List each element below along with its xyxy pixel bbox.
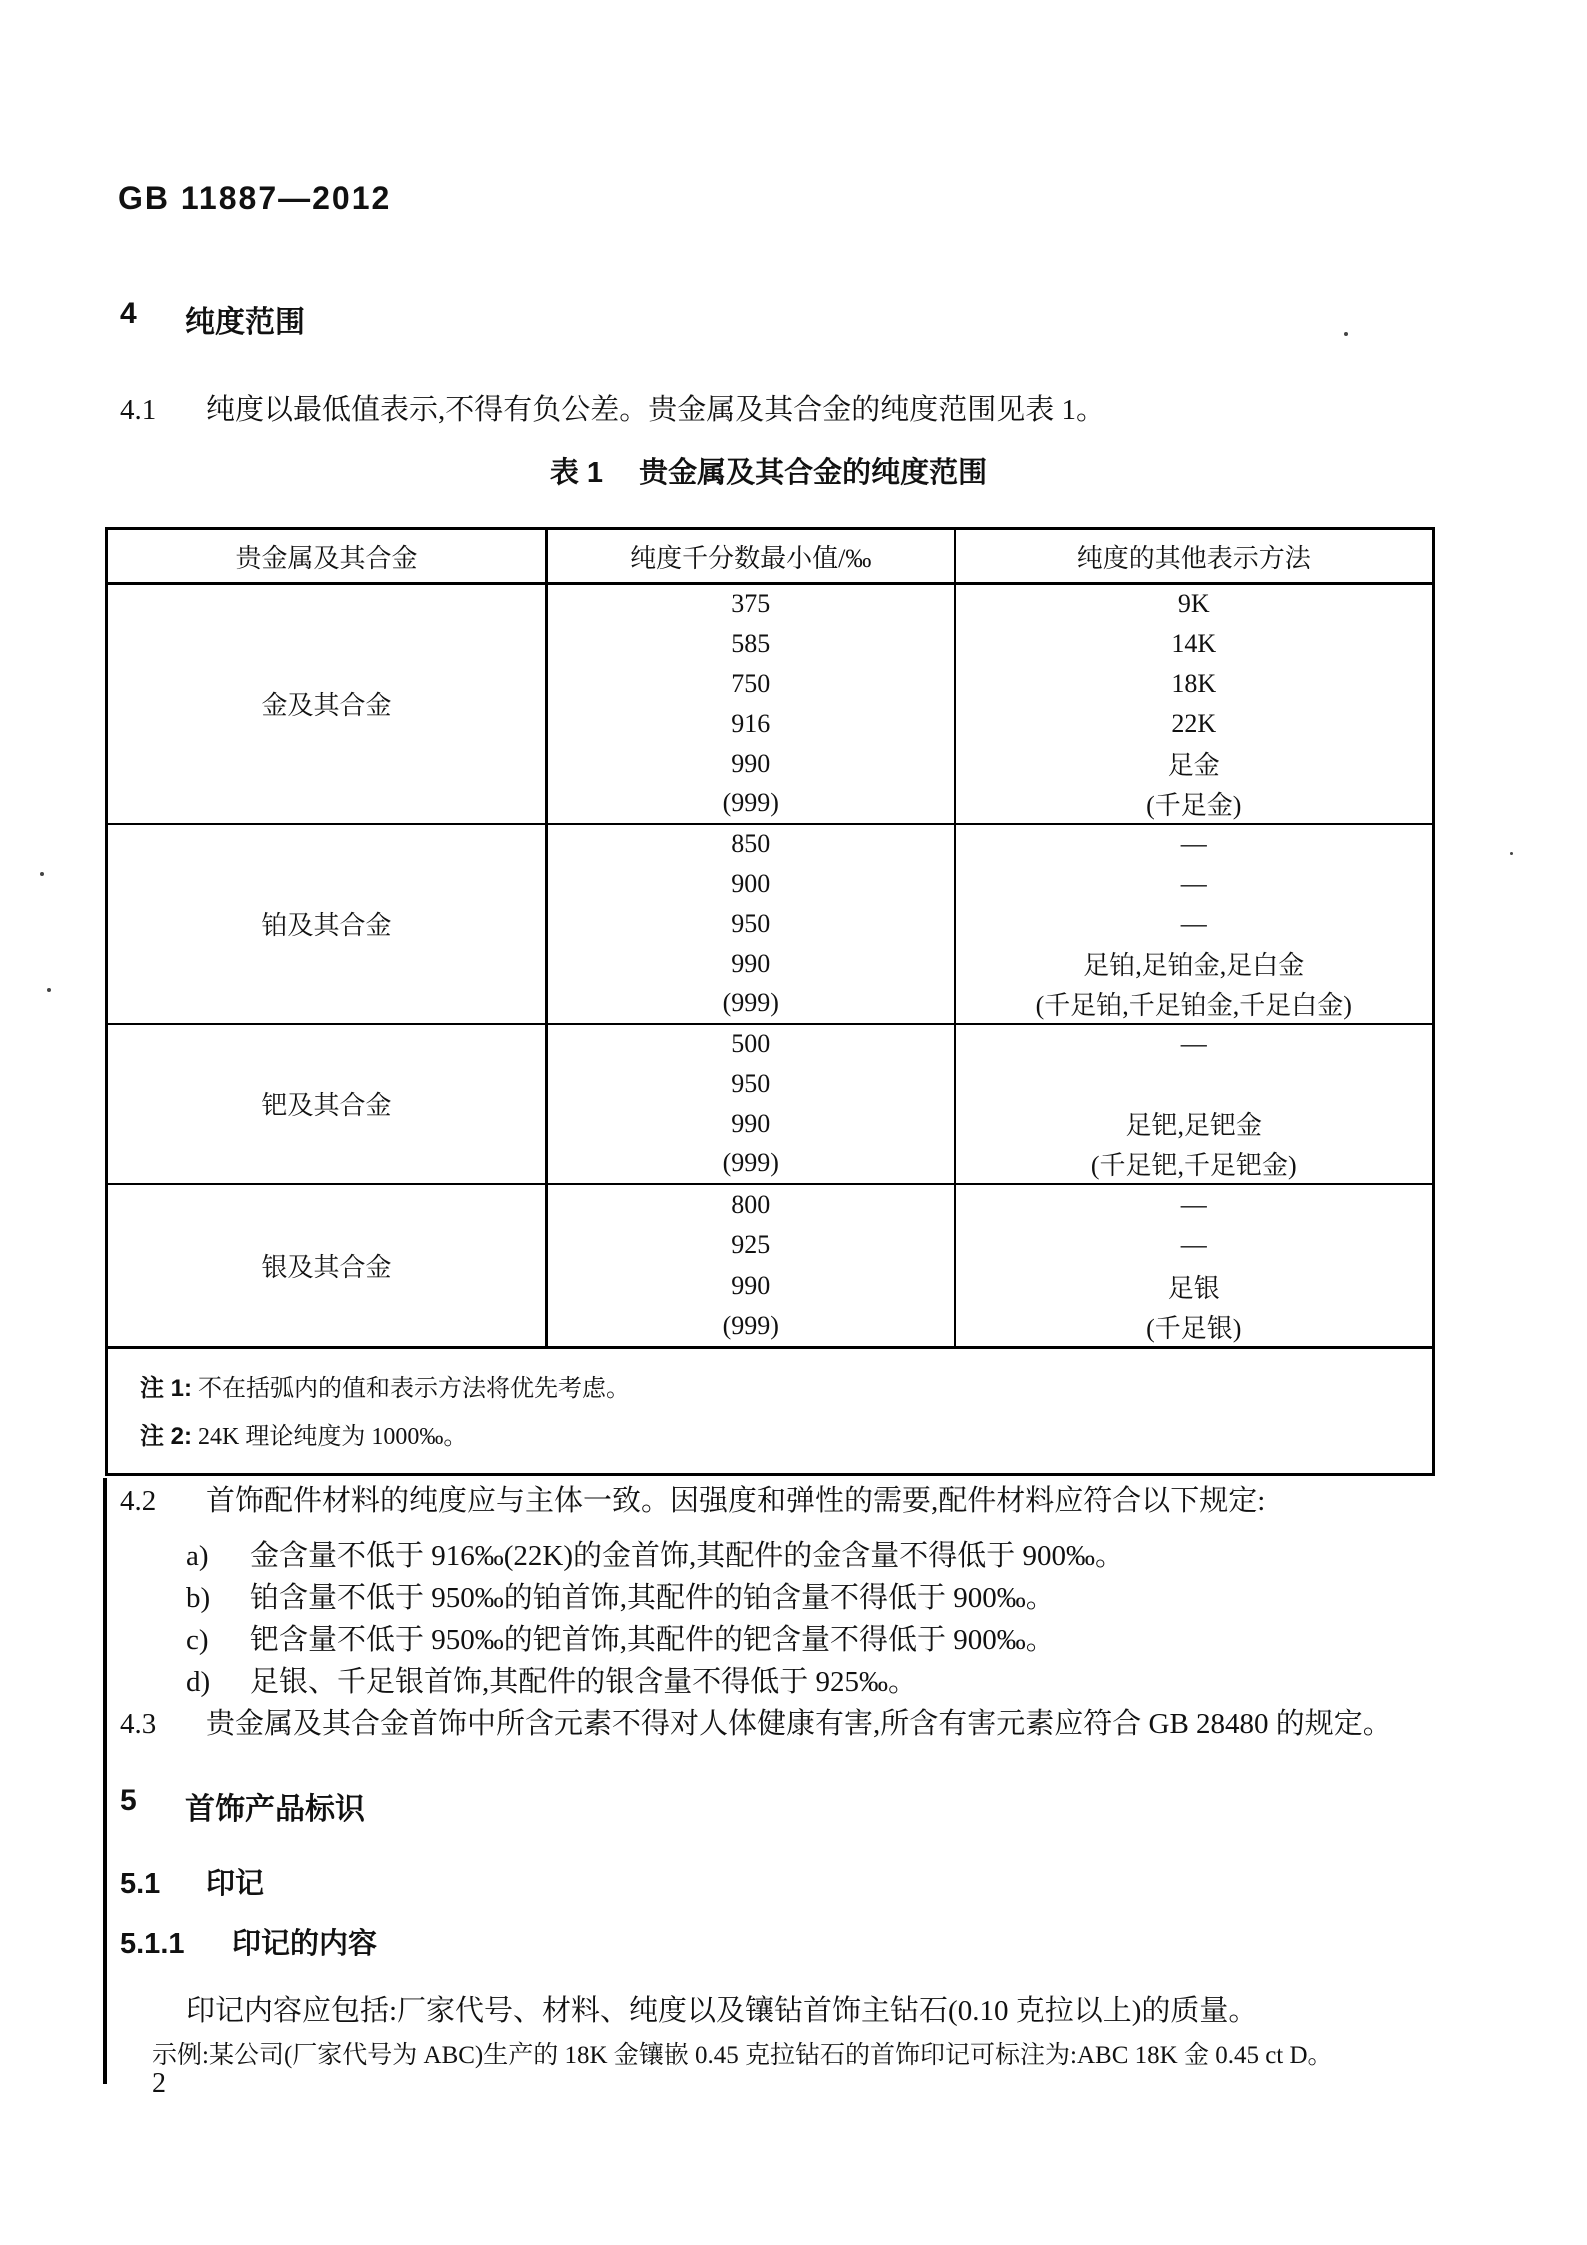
list-item-text: 金含量不低于 916‰(22K)的金首饰,其配件的金含量不得低于 900‰。 (250, 1540, 1125, 1572)
scan-speck (47, 988, 51, 992)
table-notes-row (107, 1348, 1434, 1475)
purity-min-value-cell: 925 (547, 1225, 955, 1266)
list-item-letter: d) (186, 1666, 211, 1698)
example-paragraph: 示例:某公司(厂家代号为 ABC)生产的 18K 金镶嵌 0.45 克拉钻石的首饰印记可标注为:ABC 18K 金 0.45 ct D。 (152, 2042, 1333, 2069)
column-header-min-purity: 纯度千分数最小值/‰ (547, 529, 955, 584)
other-representation-cell: — (955, 824, 1434, 864)
other-representation-cell: 足金 (1167, 751, 1220, 780)
table-1-caption-label: 表 1 (549, 457, 604, 489)
clause-5-1-1-number: 5.1.1 (120, 1928, 185, 1960)
clause-4-2-list (186, 1538, 1124, 1706)
table-note-text: 24K 理论纯度为 1000‰。 (198, 1424, 468, 1450)
clause-4-2-item-c (186, 1622, 1124, 1658)
other-representation-cell: 14K (1171, 628, 1217, 658)
metal-name-cell: 银及其合金 (107, 1184, 547, 1348)
metal-name-cell: 金及其合金 (107, 584, 547, 824)
table-note-text: 不在括弧内的值和表示方法将优先考虑。 (198, 1376, 631, 1402)
scan-speck (1510, 852, 1513, 855)
list-item-letter: a) (186, 1540, 209, 1572)
purity-min-value-cell: 990 (547, 944, 955, 984)
column-header-other-representation: 纯度的其他表示方法 (955, 529, 1434, 584)
list-item-text: 足银、千足银首饰,其配件的银含量不得低于 925‰。 (250, 1666, 918, 1698)
clause-4-2-number: 4.2 (120, 1485, 157, 1517)
purity-min-value-cell: 800 (547, 1184, 955, 1225)
clause-5-1-title: 印记 (206, 1868, 265, 1900)
table-note (140, 1365, 1422, 1413)
purity-min-value-cell: 950 (547, 1064, 955, 1104)
other-representation-cell: 9K (955, 584, 1434, 624)
table-row (107, 824, 1434, 864)
clause-5-1-heading (120, 1866, 264, 1902)
purity-min-value-cell: 900 (547, 864, 955, 904)
purity-range-table (105, 527, 1435, 1476)
purity-min-value-cell: (999) (547, 984, 955, 1024)
clause-4-2 (120, 1483, 1460, 1519)
table-note-label: 注 2: (140, 1423, 193, 1450)
clause-5-1-number: 5.1 (120, 1868, 161, 1900)
clause-4-3-number: 4.3 (120, 1708, 157, 1740)
purity-min-value-cell: 585 (547, 624, 955, 664)
list-item-text: 钯含量不低于 950‰的钯首饰,其配件的钯含量不得低于 900‰。 (250, 1624, 1055, 1656)
purity-min-value-cell: 850 (547, 824, 955, 864)
purity-min-value-cell: 990 (547, 744, 955, 784)
list-item-letter: b) (186, 1582, 211, 1614)
clause-4-2-item-a (186, 1538, 1124, 1574)
clause-4-2-item-b (186, 1580, 1124, 1616)
metal-name-cell: 钯及其合金 (107, 1024, 547, 1184)
purity-min-value-cell: 950 (547, 904, 955, 944)
section-4-title: 纯度范围 (185, 306, 305, 339)
other-representation-cell: (千足钯,千足钯金) (1090, 1150, 1297, 1180)
section-5-title: 首饰产品标识 (185, 1793, 365, 1826)
section-5-heading (120, 1784, 365, 1828)
revision-bar (103, 1478, 107, 2084)
list-item-text: 铂含量不低于 950‰的铂首饰,其配件的铂含量不得低于 900‰。 (250, 1582, 1055, 1614)
scan-speck (1344, 332, 1348, 336)
table-notes-cell (107, 1348, 1434, 1475)
clause-4-2-item-d (186, 1664, 1124, 1700)
other-representation-cell (955, 1064, 1434, 1104)
section-5-number: 5 (120, 1784, 137, 1817)
table-1-caption (105, 450, 1432, 491)
clause-4-1-number: 4.1 (120, 394, 157, 426)
other-representation-cell: (千足金) (1146, 790, 1242, 820)
mark-content-paragraph: 印记内容应包括:厂家代号、材料、纯度以及镶钻首饰主钻石(0.10 克拉以上)的质量。 (186, 1995, 1258, 2027)
metal-name-cell: 铂及其合金 (107, 824, 547, 1024)
clause-5-1-1-title: 印记的内容 (232, 1928, 378, 1960)
section-4-number: 4 (120, 297, 137, 330)
purity-min-value-cell: (999) (547, 1307, 955, 1348)
purity-min-value-cell: 990 (547, 1266, 955, 1307)
purity-min-value-cell: 375 (547, 584, 955, 624)
purity-min-value-cell: 990 (547, 1104, 955, 1144)
purity-min-value-cell: (999) (547, 1144, 955, 1184)
other-representation-cell: — (1180, 908, 1207, 938)
clause-4-2-text: 首饰配件材料的纯度应与主体一致。因强度和弹性的需要,配件材料应符合以下规定: (206, 1485, 1266, 1517)
scan-speck (40, 872, 44, 876)
purity-min-value-cell: 916 (547, 704, 955, 744)
section-4-heading (120, 297, 305, 341)
list-item-letter: c) (186, 1624, 209, 1656)
other-representation-cell: 足铂,足铂金,足白金 (1083, 951, 1305, 980)
clause-4-3 (120, 1706, 1465, 1742)
clause-4-1 (120, 392, 1450, 428)
purity-min-value-cell: 500 (547, 1024, 955, 1064)
clause-4-3-text: 贵金属及其合金首饰中所含元素不得对人体健康有害,所含有害元素应符合 GB 28480 的规定。 (206, 1708, 1392, 1740)
table1-body (107, 584, 1434, 1475)
purity-min-value-cell: 750 (547, 664, 955, 704)
other-representation-cell: (千足铂,千足铂金,千足白金) (1035, 990, 1352, 1020)
table-note-label: 注 1: (140, 1375, 193, 1402)
other-representation-cell: — (955, 1024, 1434, 1064)
purity-min-value-cell: (999) (547, 784, 955, 824)
other-representation-cell: — (955, 1184, 1434, 1225)
table-header-row (107, 529, 1434, 584)
table-row (107, 584, 1434, 624)
page-number: 2 (152, 2068, 166, 2099)
table-1-caption-title: 贵金属及其合金的纯度范围 (639, 457, 988, 489)
clause-5-1-1-heading (120, 1926, 377, 1962)
other-representation-cell: (千足银) (1146, 1313, 1242, 1343)
other-representation-cell: 足钯,足钯金 (1125, 1111, 1262, 1140)
table-row (107, 1024, 1434, 1064)
other-representation-cell: 足银 (1167, 1273, 1220, 1303)
other-representation-cell: — (1180, 1230, 1207, 1259)
other-representation-cell: 18K (1171, 668, 1217, 698)
column-header-metal: 贵金属及其合金 (107, 529, 547, 584)
table-note (140, 1413, 1422, 1461)
table-row (107, 1184, 1434, 1225)
clause-4-1-text: 纯度以最低值表示,不得有负公差。贵金属及其合金的纯度范围见表 1。 (206, 394, 1106, 426)
standard-code: GB 11887—2012 (118, 180, 392, 216)
other-representation-cell: 22K (1171, 708, 1217, 738)
other-representation-cell: — (1180, 868, 1207, 898)
